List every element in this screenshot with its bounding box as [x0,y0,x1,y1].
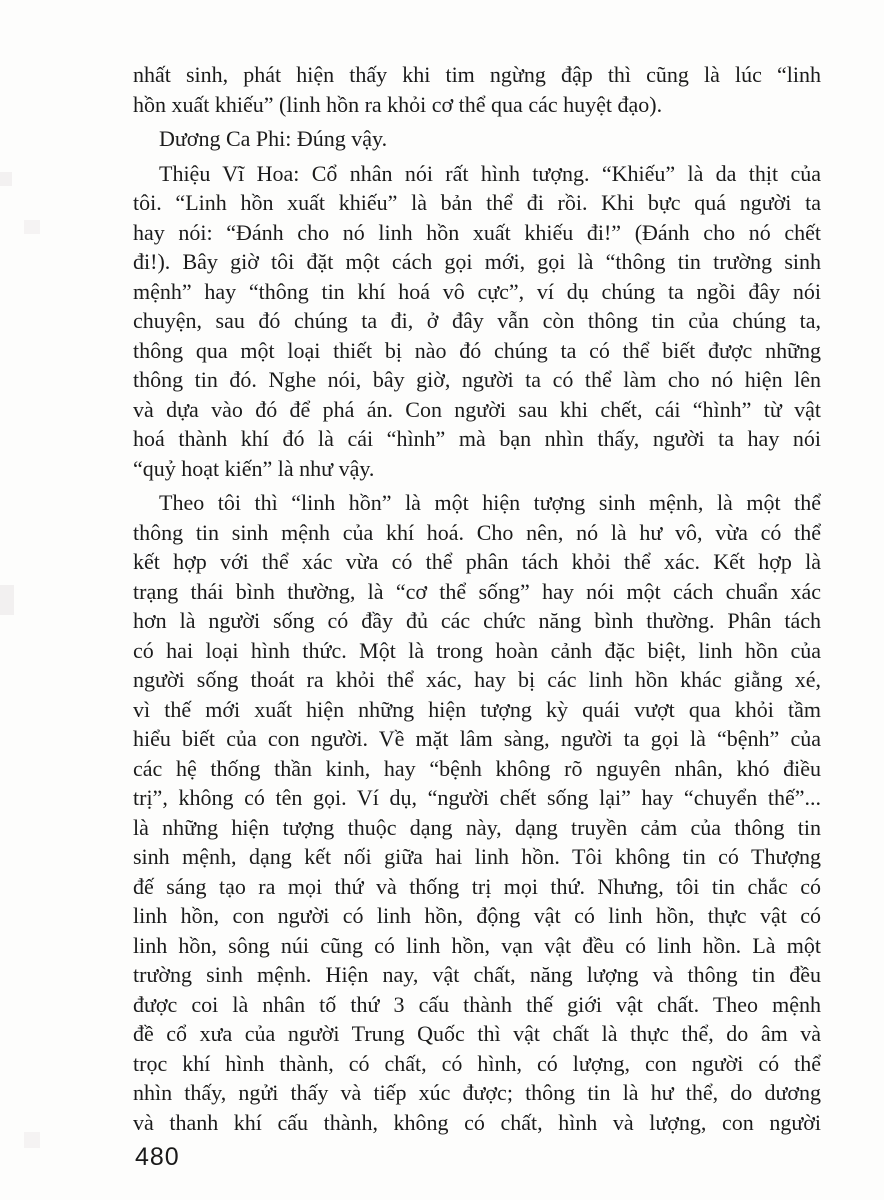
text-line: trạng thái bình thường, là “cơ thể sống” hay nói một cách chuẩn xác [133,578,821,604]
text-line: chuyện, sau đó chúng ta đi, ở đây vẫn còn thông tin của chúng ta, [133,308,821,333]
text-line: và thanh khí cấu thành, không có chất, hình và lượng, con người [133,1109,821,1135]
text-line: có hai loại hình thức. Một là trong hoàn cảnh đặc biệt, linh hồn của [133,637,821,663]
text-line: đi!). Bây giờ tôi đặt một cách gọi mới, gọi là “thông tin trường sinh [133,249,821,274]
text-line: trọc khí hình thành, có chất, có hình, có lượng, con người có thể [133,1050,821,1076]
text-line: và dựa vào đó để phá án. Con người sau khi chết, cái “hình” từ vật [133,396,821,422]
text-line: Theo tôi thì “linh hồn” là một hiện tượng sinh mệnh, là một thể [159,490,821,515]
paragraph [133,159,821,484]
text-line: kết hợp với thể xác vừa có thể phân tách khỏi thể xác. Kết hợp là [133,549,821,574]
paragraph [133,60,821,119]
text-line: tôi. “Linh hồn xuất khiếu” là bản thể đi rồi. Khi bực quá người ta [133,190,821,215]
text-line: mệnh” hay “thông tin khí hoá vô cực”, ví dụ chúng ta ngồi đây nói [133,278,821,304]
text-line: hoá thành khí đó là cái “hình” mà bạn nhìn thấy, người ta hay nói [133,426,821,451]
text-line: đế sáng tạo ra mọi thứ và thống trị mọi thứ. Nhưng, tôi tin chắc có [133,873,821,899]
paragraph [133,488,821,1137]
text-line: thông tin đó. Nghe nói, bây giờ, người ta có thể làm cho nó hiện lên [133,367,821,392]
text-line: sinh mệnh, dạng kết nối giữa hai linh hồn. Tôi không tin có Thượng [133,844,821,869]
page-text [133,60,821,1137]
text-line: trị”, không có tên gọi. Ví dụ, “người chết sống lại” hay “chuyển thế”... [133,785,821,810]
text-line: trường sinh mệnh. Hiện nay, vật chất, năng lượng và thông tin đều [133,962,821,987]
text-line: đề cổ xưa của người Trung Quốc thì vật chất là thực thể, do âm và [133,1021,821,1046]
text-line: “quỷ hoạt kiến” là như vậy. [133,455,375,481]
text-line: các hệ thống thần kinh, hay “bệnh không rõ nguyên nhân, khó điều [133,755,821,781]
text-line: thông tin sinh mệnh của khí hoá. Cho nên, nó là hư vô, vừa có thể [133,519,821,545]
text-line: nhìn thấy, ngửi thấy và tiếp xúc được; thông tin là hư thể, do dương [133,1080,821,1105]
text-line: hay nói: “Đánh cho nó linh hồn xuất khiếu đi!” (Đánh cho nó chết [133,219,821,245]
text-line: Thiệu Vĩ Hoa: Cổ nhân nói rất hình tượng. “Khiếu” là da thịt của [159,160,821,186]
text-line: hồn xuất khiếu” (linh hồn ra khỏi cơ thể qua các huyệt đạo). [133,91,663,117]
scan-smudge [24,1132,40,1148]
text-line: Dương Ca Phi: Đúng vậy. [159,126,388,151]
text-line: là những hiện tượng thuộc dạng này, dạng truyền cảm của thông tin [133,814,821,840]
text-line: linh hồn, sông núi cũng có linh hồn, vạn vật đều có linh hồn. Là một [133,932,821,958]
text-line: hiểu biết của con người. Về mặt lâm sàng, người ta gọi là “bệnh” của [133,726,821,751]
scan-smudge [24,220,40,234]
text-line: nhất sinh, phát hiện thấy khi tim ngừng đập thì cũng là lúc “linh [133,62,821,87]
paragraph [133,124,821,154]
scan-smudge [0,585,14,615]
text-line: linh hồn, con người có linh hồn, động vật có linh hồn, thực vật có [133,903,821,928]
text-line: người sống thoát ra khỏi thể xác, hay bị các linh hồn khác giằng xé, [133,667,821,692]
text-line: hơn là người sống có đầy đủ các chức năng bình thường. Phân tách [133,608,821,633]
text-line: vì thế mới xuất hiện những hiện tượng kỳ quái vượt qua khỏi tầm [133,696,821,722]
text-line: được coi là nhân tố thứ 3 cấu thành thế giới vật chất. Theo mệnh [133,991,821,1017]
page-number: 480 [135,1143,180,1171]
text-line: thông qua một loại thiết bị nào đó chúng ta có thể biết được những [133,337,821,363]
scan-smudge [0,172,12,186]
